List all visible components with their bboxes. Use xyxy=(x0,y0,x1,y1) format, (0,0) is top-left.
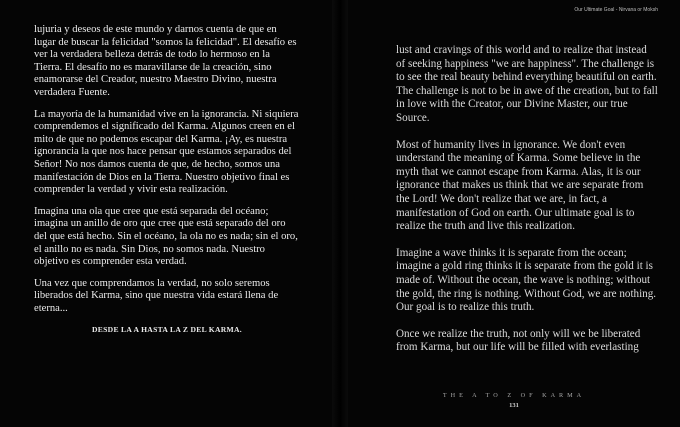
left-paragraph-3: Imagina una ola que cree que está separada del océano; imagina un anillo de oro que cree que está separado del oro del que está hecho. Sin el océano, la ola no es nada; sin el oro, el anillo no es nada. Sin Dios, no somos nada. Nuestro objetivo es comprender esta verdad. xyxy=(34,205,298,268)
left-page-body xyxy=(34,24,300,337)
left-paragraph-1: lujuria y deseos de este mundo y darnos cuenta de que en lugar de buscar la felicidad "somos la felicidad". El desafío es ver la verdadera belleza detrás de todo lo hermoso en la Tierra. El desafío no es maravillarse de la creación, sino enamorarse del Creador, nuestro Maestro Divino, nuestra verdadera Fuente. xyxy=(34,24,297,98)
footer-book-title: THE A TO Z OF KARMA xyxy=(442,392,586,399)
page-footer xyxy=(348,392,680,409)
left-page xyxy=(0,0,332,427)
book-gutter xyxy=(332,0,348,427)
left-paragraph-4: Una vez que comprendamos la verdad, no solo seremos liberados del Karma, sino que nuestra vida estará llena de eterna... xyxy=(34,277,279,314)
right-paragraph-4: Once we realize the truth, not only will we be liberated from Karma, but our life will be filled with everlasting xyxy=(396,327,641,354)
running-head: Our Ultimate Goal - Nirvana or Moksh xyxy=(574,7,658,13)
page-number: 131 xyxy=(509,402,519,409)
right-page xyxy=(348,0,680,427)
left-paragraph-2: La mayoría de la humanidad vive en la ignorancia. Ni siquiera comprendemos el significado del Karma. Algunos creen en el mito de que no podemos escapar del Karma. ¡Ay, es nuestra ignorancia la que nos hace pensar que estamos separados del Señor! No nos damos cuenta de que, de hecho, somos una manifestación de Dios en la Tierra. Nuestro objetivo final es comprender la verdad y vivir esta realización. xyxy=(34,108,299,196)
right-page-body xyxy=(396,44,658,368)
right-paragraph-1: lust and cravings of this world and to realize that instead of seeking happiness "we are happiness". The challenge is to see the real beauty behind everything beautiful on earth. The challenge is not to be in awe of the creation, but to fall in love with the Creator, our Divine Master, our true Source. xyxy=(396,44,658,124)
left-closing-line: DESDE LA A HASTA LA Z DEL KARMA. xyxy=(92,325,242,335)
right-paragraph-3: Imagine a wave thinks it is separate from the ocean; imagine a gold ring thinks it is separate from the gold it is made of. Without the ocean, the wave is nothing; without the gold, the ring is nothing. Without God, we are nothing. Our goal is to realize this truth. xyxy=(396,246,657,314)
right-paragraph-2: Most of humanity lives in ignorance. We don't even understand the meaning of Karma. Some believe in the myth that we cannot escape from Karma. Alas, it is our ignorance that makes us think that we are separate from the Lord! We don't realize that we are, in fact, a manifestation of God on earth. Our ultimate goal is to realize the truth and live this realization. xyxy=(396,138,644,233)
